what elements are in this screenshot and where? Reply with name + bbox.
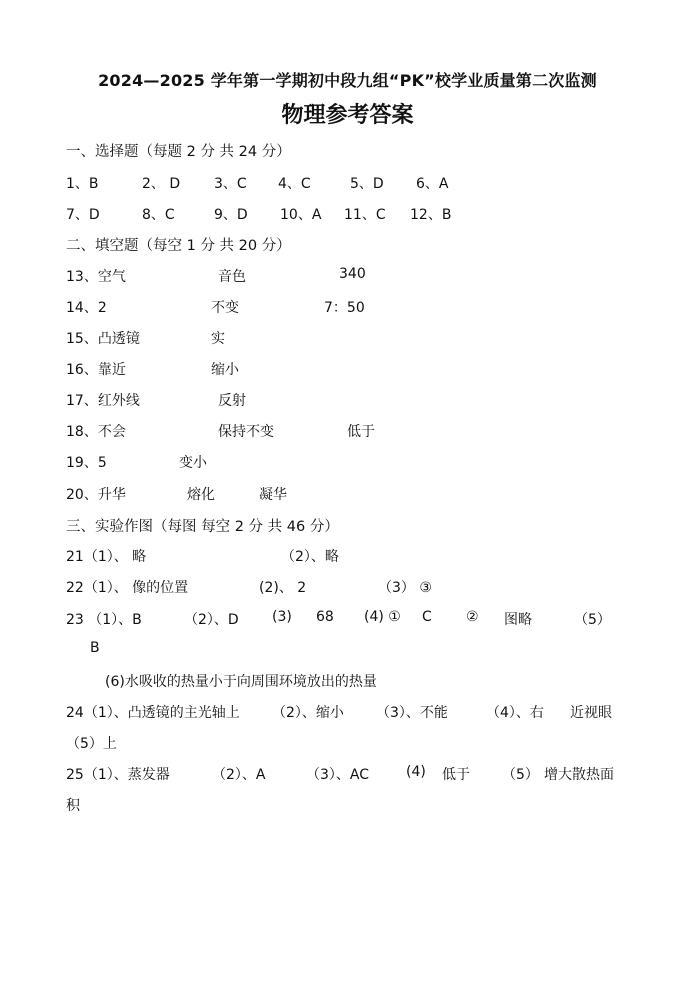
question-13 — [66, 266, 666, 290]
answer-2: 2、 D — [142, 176, 181, 192]
q20-answer-a: 20、升华 — [66, 487, 126, 503]
q23-part-1: 23 （1）、B — [66, 612, 142, 628]
q13-answer-c: 340 — [339, 266, 366, 282]
q25-part-2: （2）、A — [212, 767, 266, 783]
q16-answer-a: 16、靠近 — [66, 362, 126, 378]
q25-part-4-label: (4) — [406, 764, 426, 780]
q24-part-3: （3）、不能 — [376, 705, 448, 721]
answer-1: 1、B — [66, 176, 99, 192]
q21-part-1: 21（1）、 略 — [66, 549, 147, 565]
question-24-continued — [66, 733, 266, 757]
answer-11: 11、C — [344, 207, 386, 223]
question-24 — [66, 702, 666, 726]
q24-part-4-extra: 近视眼 — [570, 705, 612, 721]
q22-part-3: （3） ③ — [378, 580, 432, 596]
answer-9: 9、D — [214, 207, 248, 223]
answer-3: 3、C — [214, 176, 247, 192]
answer-key-title: 物理参考答案 — [281, 103, 414, 128]
answer-7: 7、D — [66, 207, 100, 223]
q21-part-2: （2）、略 — [281, 549, 339, 565]
q15-answer-b: 实 — [211, 331, 225, 347]
q25-part-3: （3）、AC — [306, 767, 370, 783]
q15-answer-a: 15、凸透镜 — [66, 331, 140, 347]
q19-answer-a: 19、5 — [66, 455, 107, 471]
question-21 — [66, 546, 666, 570]
section-experiment-heading: 三、实验作图（每图 每空 2 分 共 46 分） — [66, 519, 339, 535]
q14-answer-a: 14、2 — [66, 300, 107, 316]
question-25 — [66, 764, 666, 788]
choice-row-2 — [66, 204, 666, 228]
q17-answer-b: 反射 — [218, 393, 246, 409]
q25-part-5-label: （5） — [502, 767, 539, 783]
section-choice-heading: 一、选择题（每题 2 分 共 24 分） — [66, 144, 291, 160]
question-15 — [66, 328, 666, 352]
q23-part-4-circle2: ② — [466, 609, 479, 625]
q23-part-2: （2）、D — [184, 612, 239, 628]
q18-answer-a: 18、不会 — [66, 424, 126, 440]
q23-part-6-text: (6)水吸收的热量小于向周围环境放出的热量 — [105, 674, 377, 690]
question-17 — [66, 390, 666, 414]
q17-answer-a: 17、红外线 — [66, 393, 140, 409]
question-23-continued — [90, 640, 190, 664]
section-fill-heading: 二、填空题（每空 1 分 共 20 分） — [66, 238, 291, 254]
q25-part-5-value: 增大散热面 — [544, 767, 614, 783]
q14-answer-c: 7：50 — [324, 300, 365, 316]
answer-4: 4、C — [278, 176, 311, 192]
answer-5: 5、D — [350, 176, 384, 192]
q20-answer-c: 凝华 — [259, 487, 287, 503]
question-23 — [66, 609, 666, 633]
question-16 — [66, 359, 666, 383]
answer-6: 6、A — [416, 176, 449, 192]
q25-part-1: 25（1）、蒸发器 — [66, 767, 170, 783]
q24-part-5: （5）上 — [66, 736, 117, 752]
q13-answer-a: 13、空气 — [66, 269, 126, 285]
q23-part-4-figure: 图略 — [504, 612, 532, 628]
exam-title: 2024—2025 学年第一学期初中段九组“PK”校学业质量第二次监测 — [98, 71, 597, 90]
q24-part-1: 24（1）、凸透镜的主光轴上 — [66, 705, 240, 721]
q24-part-2: （2）、缩小 — [272, 705, 344, 721]
q23-part-3-value: 68 — [316, 609, 334, 625]
question-19 — [66, 452, 666, 476]
question-23-part-6 — [105, 671, 605, 695]
q16-answer-b: 缩小 — [211, 362, 239, 378]
q23-part-4-c: C — [422, 609, 432, 625]
q20-answer-b: 熔化 — [187, 487, 215, 503]
q23-part-5-label: （5） — [574, 612, 611, 628]
q24-part-4: （4）、右 — [486, 705, 544, 721]
question-20 — [66, 484, 666, 508]
question-22 — [66, 577, 666, 601]
question-25-continued — [66, 795, 166, 819]
q23-part-3-label: (3) — [272, 609, 292, 625]
q13-answer-b: 音色 — [218, 269, 246, 285]
q14-answer-b: 不变 — [211, 300, 239, 316]
q22-part-1: 22（1）、 像的位置 — [66, 580, 189, 596]
answer-12: 12、B — [410, 207, 452, 223]
q18-answer-b: 保持不变 — [218, 424, 274, 440]
q23-part-4-label: (4) ① — [364, 609, 401, 625]
q18-answer-c: 低于 — [347, 424, 375, 440]
question-18 — [66, 421, 666, 445]
answer-8: 8、C — [142, 207, 175, 223]
choice-row-1 — [66, 173, 666, 197]
q22-part-2: (2)、 2 — [259, 580, 307, 596]
q23-part-5-value: B — [90, 640, 100, 656]
q25-part-4-value: 低于 — [442, 767, 470, 783]
answer-10: 10、A — [280, 207, 322, 223]
q25-part-5-continued: 积 — [66, 798, 80, 814]
q19-answer-b: 变小 — [179, 455, 207, 471]
question-14 — [66, 297, 666, 321]
